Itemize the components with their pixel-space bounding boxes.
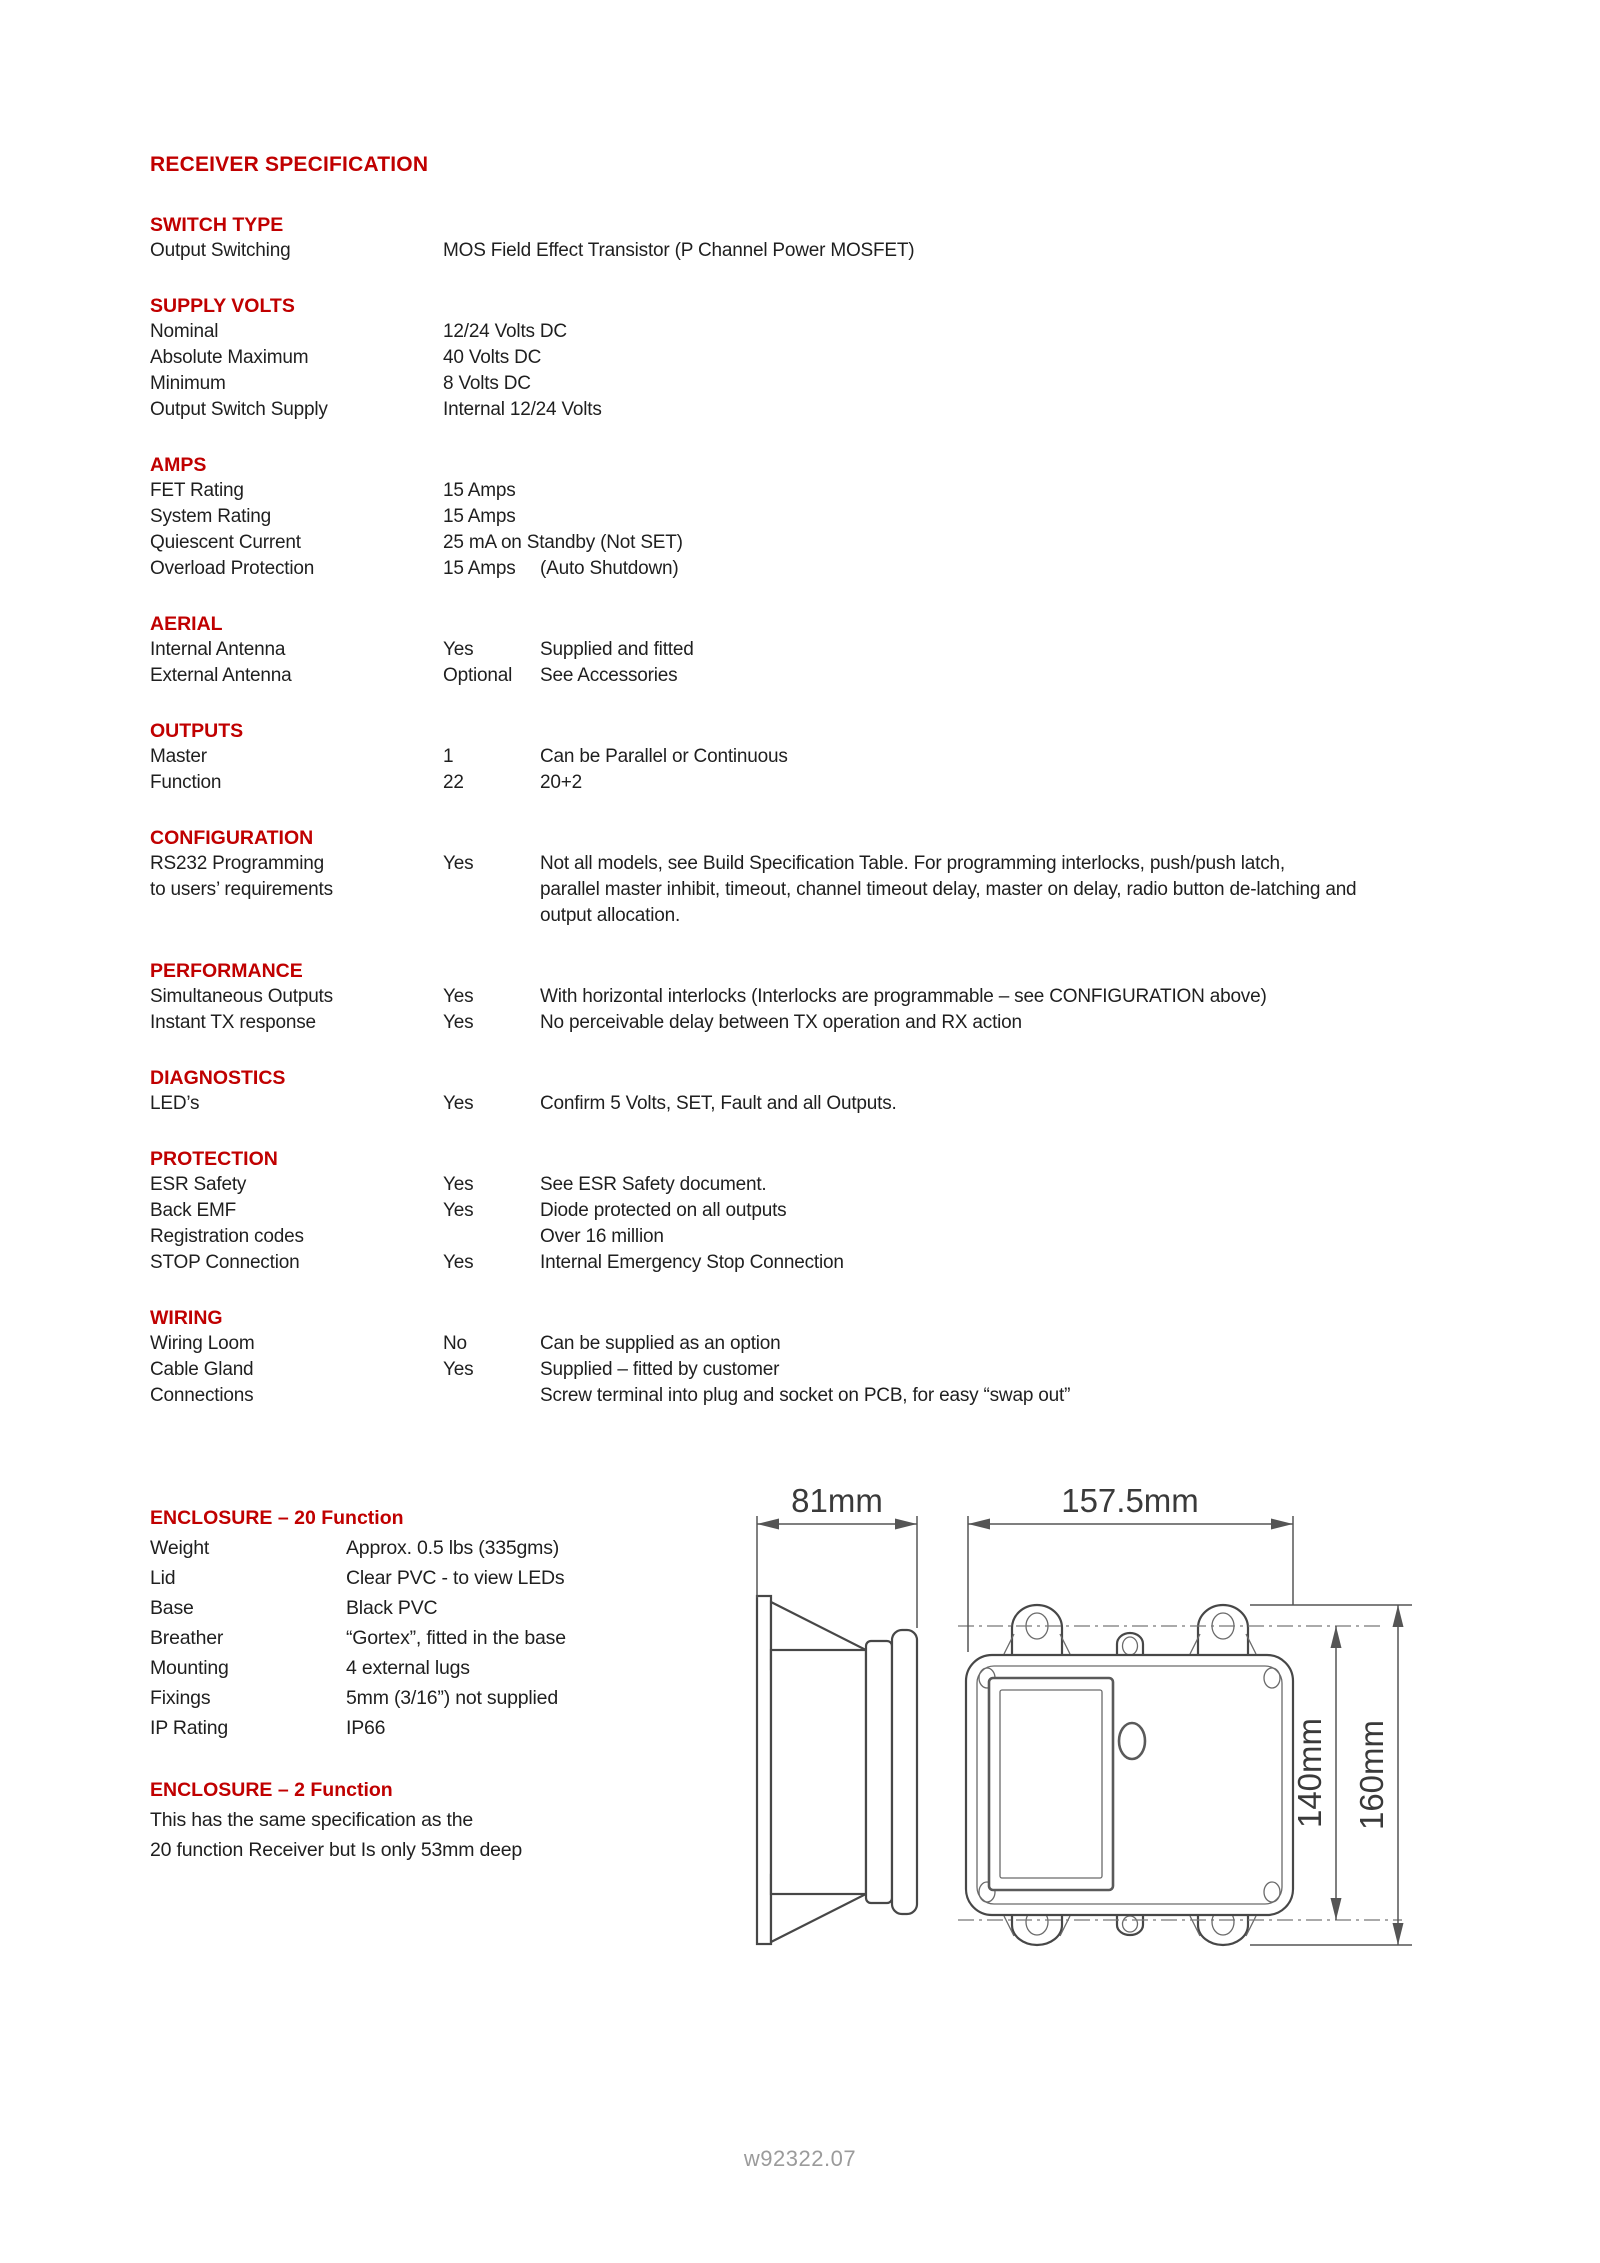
row-value: 15 Amps [443, 506, 516, 527]
row-note [540, 371, 1356, 397]
enclosure-2-line: 20 function Receiver but Is only 53mm deep [150, 1839, 523, 1861]
row-note: (Auto Shutdown) [540, 558, 679, 579]
row-label: Simultaneous Outputs [150, 986, 333, 1007]
row-label: Registration codes [150, 1226, 304, 1247]
row-note: parallel master inhibit, timeout, channel timeout delay, master on delay, radio button de-latching and [540, 879, 1357, 900]
row-label: Minimum [150, 373, 226, 394]
row-value: 8 Volts DC [443, 373, 531, 394]
enclosure-label: Fixings [150, 1687, 211, 1709]
row-value [443, 903, 540, 929]
row-note: No perceivable delay between TX operation and RX action [540, 1012, 1022, 1033]
lid-window [989, 1678, 1113, 1890]
enclosure-label: Mounting [150, 1657, 229, 1679]
row-note [540, 238, 1356, 264]
enclosure-label: Base [150, 1597, 194, 1619]
enclosure-2-line: This has the same specification as the [150, 1809, 473, 1831]
row-label: Output Switching [150, 240, 291, 261]
spec-row [150, 877, 1356, 903]
row-note: Confirm 5 Volts, SET, Fault and all Outputs. [540, 1093, 897, 1114]
enclosure-label: Weight [150, 1537, 210, 1559]
enclosure-side-view [757, 1596, 917, 1944]
row-label: ESR Safety [150, 1174, 247, 1195]
row-value: 15 Amps [443, 558, 516, 579]
spec-row [150, 851, 1356, 877]
enclosure-value: Clear PVC - to view LEDs [346, 1567, 565, 1589]
row-label: Internal Antenna [150, 639, 286, 660]
spec-row [150, 238, 1356, 264]
section-heading: SUPPLY VOLTS [150, 295, 295, 317]
spec-row [150, 1172, 1356, 1198]
section-heading: AMPS [150, 454, 207, 476]
row-note: See Accessories [540, 665, 678, 686]
section-heading: AERIAL [150, 613, 223, 635]
spec-row [150, 903, 1356, 929]
row-label: STOP Connection [150, 1252, 300, 1273]
section-heading: PERFORMANCE [150, 960, 303, 982]
row-note: Can be Parallel or Continuous [540, 746, 788, 767]
spec-section [150, 825, 1356, 929]
row-value: 15 Amps [443, 480, 516, 501]
row-note: Not all models, see Build Specification Table. For programming interlocks, push/push latch, [540, 853, 1285, 874]
section-heading: DIAGNOSTICS [150, 1067, 286, 1089]
dim-depth-label: 81mm [791, 1482, 883, 1519]
spec-section [150, 452, 1356, 582]
row-label [150, 903, 443, 929]
row-note [540, 478, 1356, 504]
row-label: RS232 Programming [150, 853, 325, 874]
spec-row [150, 770, 1356, 796]
row-value: Yes [443, 1012, 474, 1033]
spec-row [150, 397, 1356, 423]
row-value: Yes [443, 639, 474, 660]
row-value: Yes [443, 1093, 474, 1114]
row-label: Instant TX response [150, 1012, 316, 1033]
row-label: LED’s [150, 1093, 200, 1114]
spec-row [150, 1250, 1356, 1276]
spec-section [150, 1065, 1356, 1117]
spec-row [150, 319, 1356, 345]
spec-row [150, 1357, 1356, 1383]
row-note: Internal Emergency Stop Connection [540, 1252, 844, 1273]
row-note: Diode protected on all outputs [540, 1200, 787, 1221]
spec-row [150, 1010, 1356, 1036]
row-label: Master [150, 746, 207, 767]
row-label: External Antenna [150, 665, 292, 686]
row-note: Can be supplied as an option [540, 1333, 781, 1354]
row-label: Absolute Maximum [150, 347, 309, 368]
technical-drawing [740, 1455, 1480, 1985]
enclosure-block [150, 1503, 770, 1865]
enclosure-2-text [150, 1805, 770, 1865]
row-label: System Rating [150, 506, 271, 527]
row-label: FET Rating [150, 480, 244, 501]
section-heading: CONFIGURATION [150, 827, 314, 849]
document-number: w92322.07 [743, 2146, 857, 2171]
enclosure-2-heading: ENCLOSURE – 2 Function [150, 1779, 393, 1801]
row-label: Function [150, 772, 222, 793]
row-label: to users’ requirements [150, 879, 333, 900]
enclosure-front-view [966, 1605, 1293, 1945]
enclosure-value: IP66 [346, 1717, 386, 1739]
page-title: RECEIVER SPECIFICATION [150, 153, 429, 176]
spec-row [150, 478, 1356, 504]
enclosure-value: 4 external lugs [346, 1657, 470, 1679]
section-heading: SWITCH TYPE [150, 214, 284, 236]
dimension-height-inner [1291, 1626, 1342, 1920]
row-note: 20+2 [540, 772, 582, 793]
spec-row [150, 371, 1356, 397]
row-value: 22 [443, 772, 464, 793]
lug-hole [1123, 1916, 1138, 1932]
enclosure-value: 5mm (3/16”) not supplied [346, 1687, 558, 1709]
spec-section [150, 1305, 1356, 1409]
row-value: 40 Volts DC [443, 347, 542, 368]
row-label: Nominal [150, 321, 219, 342]
row-label: Quiescent Current [150, 532, 301, 553]
row-label: Overload Protection [150, 558, 315, 579]
row-value [443, 1383, 540, 1409]
spec-row [150, 1331, 1356, 1357]
spec-row [150, 1091, 1356, 1117]
row-note: Screw terminal into plug and socket on PCB, for easy “swap out” [540, 1385, 1071, 1406]
spec-row [150, 984, 1356, 1010]
row-note: See ESR Safety document. [540, 1174, 767, 1195]
dim-width-label: 157.5mm [1061, 1482, 1199, 1519]
enclosure-row [150, 1563, 770, 1593]
spec-row [150, 663, 1356, 689]
row-label: Back EMF [150, 1200, 237, 1221]
enclosure-value: “Gortex”, fitted in the base [346, 1627, 566, 1649]
row-value: Yes [443, 1359, 474, 1380]
enclosure-label: IP Rating [150, 1717, 229, 1739]
row-value: MOS Field Effect Transistor (P Channel Power MOSFET) [443, 240, 915, 261]
spec-row [150, 345, 1356, 371]
enclosure-row [150, 1653, 770, 1683]
enclosure-row [150, 1713, 770, 1743]
enclosure-label: Breather [150, 1627, 224, 1649]
spec-row [150, 556, 1356, 582]
row-label: Wiring Loom [150, 1333, 255, 1354]
row-label: Output Switch Supply [150, 399, 328, 420]
enclosure-label: Lid [150, 1567, 176, 1589]
row-note: Over 16 million [540, 1226, 664, 1247]
spec-row [150, 1383, 1356, 1409]
spec-row [150, 1224, 1356, 1250]
row-note [540, 530, 1356, 556]
enclosure-20-rows [150, 1533, 770, 1743]
row-note [540, 345, 1356, 371]
row-note [540, 504, 1356, 530]
dim-height-outer-label: 160mm [1353, 1719, 1390, 1831]
section-heading: PROTECTION [150, 1148, 278, 1170]
lug-hole [1123, 1637, 1138, 1655]
specification-table [150, 212, 1356, 1438]
row-note [540, 319, 1356, 345]
spec-section [150, 293, 1356, 423]
spec-row [150, 1198, 1356, 1224]
spec-row [150, 637, 1356, 663]
spec-section [150, 611, 1356, 689]
row-value: Optional [443, 665, 513, 686]
section-heading: OUTPUTS [150, 720, 244, 742]
spec-row [150, 504, 1356, 530]
row-note: Supplied – fitted by customer [540, 1359, 780, 1380]
spec-section [150, 212, 1356, 264]
row-note [540, 397, 1356, 423]
row-value: Yes [443, 986, 474, 1007]
enclosure-row [150, 1593, 770, 1623]
enclosure-row [150, 1623, 770, 1653]
row-value: No [443, 1333, 467, 1354]
row-value: Yes [443, 853, 474, 874]
row-note: Supplied and fitted [540, 639, 694, 660]
enclosure-value: Approx. 0.5 lbs (335gms) [346, 1537, 560, 1559]
spec-row [150, 530, 1356, 556]
row-value [443, 1224, 540, 1250]
enclosure-value: Black PVC [346, 1597, 438, 1619]
spec-section [150, 958, 1356, 1036]
row-label: Connections [150, 1385, 254, 1406]
row-note: With horizontal interlocks (Interlocks are programmable – see CONFIGURATION above) [540, 986, 1267, 1007]
spec-section [150, 718, 1356, 796]
enclosure-row [150, 1683, 770, 1713]
row-value [443, 877, 540, 903]
row-value: 1 [443, 746, 454, 767]
row-note: output allocation. [540, 905, 681, 926]
enclosure-20-heading: ENCLOSURE – 20 Function [150, 1507, 404, 1529]
row-value: Yes [443, 1174, 474, 1195]
row-value: 25 mA on Standby (Not SET) [443, 532, 683, 553]
breather-hole [1119, 1723, 1145, 1759]
spec-section [150, 1146, 1356, 1276]
row-value: Internal 12/24 Volts [443, 399, 602, 420]
dim-height-inner-label: 140mm [1291, 1717, 1328, 1829]
row-label: Cable Gland [150, 1359, 254, 1380]
row-value: Yes [443, 1200, 474, 1221]
spec-row [150, 744, 1356, 770]
row-value: Yes [443, 1252, 474, 1273]
section-heading: WIRING [150, 1307, 223, 1329]
row-value: 12/24 Volts DC [443, 321, 567, 342]
enclosure-row [150, 1533, 770, 1563]
